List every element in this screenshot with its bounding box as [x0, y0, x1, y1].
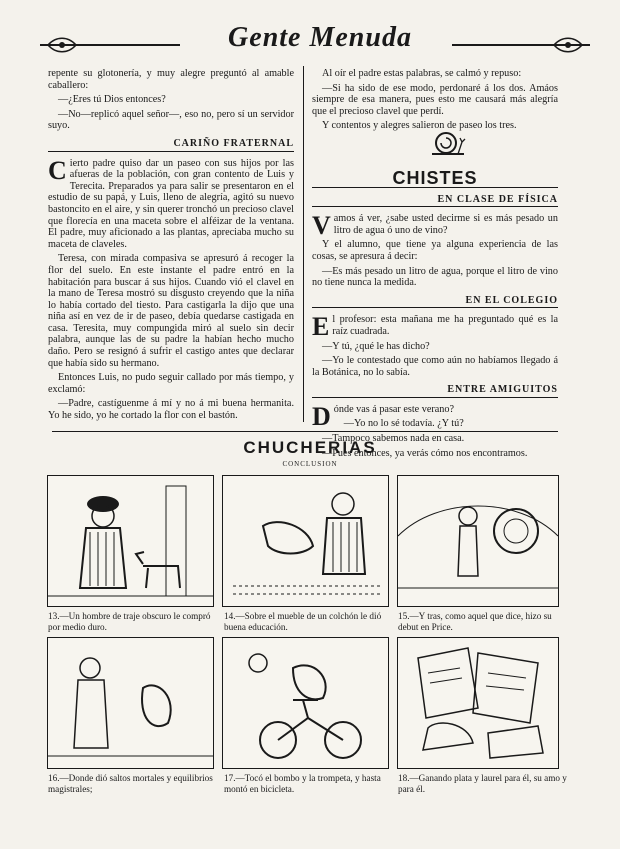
panel-caption: 18.—Ganando plata y laurel para él, su amo y para él. [398, 773, 567, 794]
dropcap: V [312, 211, 331, 241]
chucherias-subtitle: CONCLUSION [282, 460, 338, 468]
panel-caption: 17.—Tocó el bombo y la trompeta, y hasta montó en bicicleta. [224, 773, 381, 794]
chucherias-title: CHUCHERIAS [243, 438, 377, 457]
dropcap: E [312, 312, 330, 342]
clown-with-dog-illustration [398, 476, 558, 606]
intro-line: —¿Eres tú Dios entonces? [58, 94, 166, 106]
comic-panel-18 [397, 637, 559, 769]
comic-panel-14 [222, 475, 389, 607]
joke-line: —Y tú, ¿qué le has dicho? [322, 340, 430, 352]
masthead [40, 22, 590, 66]
joke-line: —Es más pesado un litro de agua, porque el litro de vino no tiene nunca la medida. [312, 265, 558, 289]
comic-panel-13 [47, 475, 214, 607]
section-title-fisica: EN CLASE DE FÍSICA [312, 194, 558, 208]
panel-caption: 14.—Sobre el mueble de un colchón le dió buena educación. [224, 611, 382, 632]
intro-line: —No—replicó aquel señor—, eso no, pero sí un servidor suyo. [48, 108, 294, 132]
joke-line: —Pues entonces, ya verás cómo nos encontramos. [322, 447, 528, 459]
section-divider [52, 431, 558, 432]
intro-line: —Si ha sido de ese modo, perdonaré á los dos. Amáos siempre de esa manera, pues esto me causará más alegría que el precioso clavel que perdí. [312, 82, 558, 117]
dog-with-diplomas-illustration [398, 638, 558, 768]
joke-line: —Tampoco sabemos nada en casa. [322, 433, 465, 445]
intro-line: repente su glotonería, y muy alegre preguntó al amable caballero: [48, 68, 294, 91]
dropcap: C [48, 155, 67, 185]
man-with-dog-illustration [48, 476, 213, 606]
story-paragraph: Entonces Luis, no pudo seguir callado por más tiempo, y exclamó: [48, 372, 294, 395]
dog-on-bicycle-illustration [223, 638, 388, 768]
flourish-left-icon [46, 36, 86, 54]
section-title-colegio: EN EL COLEGIO [312, 295, 558, 309]
section-title-amiguitos: ENTRE AMIGUITOS [312, 384, 558, 398]
joke-line: Y el alumno, que tiene ya alguna experiencia de las cosas, se apresura á decir: [312, 239, 558, 262]
chistes-title: CHISTES [312, 173, 558, 188]
panel-caption: 16.—Donde dió saltos mortales y equilibrios magistrales; [48, 773, 213, 794]
story-paragraph: Teresa, con mirada compasiva se apresuró á recoger la flor del suelo. En este instante el padre entró en la habitación para buscar á sus hijos. Cuando vió el clavel en la mano de Teresa mostró su disgusto creyendo que la niña lo había cortado del tiesto. Para castigarla la dijo que una niña así en vez de ir de paseo, debía quedarse castigada en casa. Teresita, muy compungida miró al suelo sin decir palabra, aunque las de su padre la habían hecho mucho daño. Pero se resignó á sufrir el castigo antes que declarar que había sido su hermano. [48, 253, 294, 369]
story-paragraph: Cierto padre quiso dar un paseo con sus hijos por las afueras de la población, con gran contento de Luis y Terecita. Preparados ya para salir se presentaron en el estudio de su papá, y Luis, lleno de alegría, agitó su nuevo bastoncito en el aire, y sin querer tronchó un precioso clavel que florecía en una maceta sobre el alféizar de la ventana. El padre, muy aficionado a las plantas, apreciaba mucho su maceta de claveles. [48, 155, 294, 250]
comic-panel-16 [47, 637, 214, 769]
joke-line: El profesor: esta mañana me ha preguntado qué es la raíz cuadrada. [312, 312, 558, 342]
clown-and-acrobat-dog-illustration [48, 638, 213, 768]
comic-panel-17 [222, 637, 389, 769]
panel-caption: 15.—Y tras, como aquel que dice, hizo su debut en Price. [398, 611, 552, 632]
comic-panel-15 [397, 475, 559, 607]
column-divider [303, 66, 304, 422]
dropcap: D [312, 401, 331, 431]
joke-line: —Yo le contestado que como aún no habíamos llegado á la Botánica, no lo sabía. [312, 355, 558, 378]
intro-line: Al oír el padre estas palabras, se calmó y repuso: [322, 68, 522, 79]
left-column [48, 68, 294, 425]
man-training-dog-illustration [223, 476, 388, 606]
joke-line: —Yo no lo sé todavía. ¿Y tú? [343, 418, 464, 430]
story-paragraph: —Padre, castíguenme á mí y no á mi buena hermanita. Yo he sido, yo he cortado la flor con el bastón. [48, 398, 294, 422]
snail-icon [428, 128, 468, 158]
joke-line: Vamos á ver, ¿sabe usted decirme si es más pesado un litro de agua ó uno de vino? [312, 211, 558, 241]
panel-caption: 13.—Un hombre de traje obscuro le compró por medio duro. [48, 611, 211, 632]
masthead-title: Gente Menuda [228, 22, 412, 53]
joke-line: Dónde vas á pasar este verano? [312, 401, 454, 431]
section-title-carino: CARIÑO FRATERNAL [48, 138, 294, 152]
flourish-right-icon [546, 36, 586, 54]
intro-line: Y contentos y alegres salieron de paseo los tres. [322, 120, 517, 132]
